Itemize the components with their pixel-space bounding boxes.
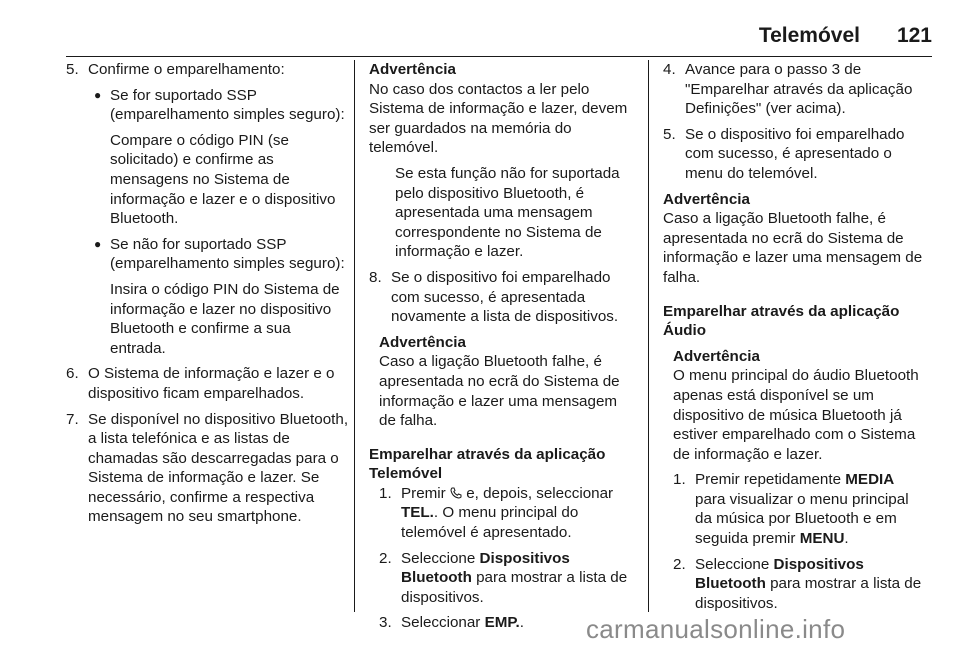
step-8: 8. Se o dispositivo foi emparelhado com sucesso, é apresentada novamente a lista de dispositivos. xyxy=(369,268,619,326)
bullet-icon: ● xyxy=(94,87,102,102)
page-header xyxy=(660,24,932,54)
note-title: Advertência xyxy=(379,333,466,351)
bullet-ssp: ● Se for suportado SSP (emparelhamento simples seguro): xyxy=(94,86,345,124)
header-rule xyxy=(66,56,932,57)
phone-step-2: 2. Seleccione Dispositivos Bluetooth para mostrar a lista de dispositivos. xyxy=(379,549,628,606)
note-contacts: Advertência No caso dos contactos a ler pelo Sistema de informação e lazer, devem ser guardados na memória do telemóvel. Se esta função não for suportada pelo dispositivo Bluetooth, é apresentada uma mensagem correspondente no Sistema de informação e lazer. xyxy=(369,60,633,262)
column-divider-2 xyxy=(648,60,649,612)
section-heading-audio: Emparelhar através da aplicação Áudio xyxy=(663,302,900,340)
bullet-ssp-detail: Compare o código PIN (se solicitado) e confirme as mensagens no Sistema de informação e lazer e o dispositivo Bluetooth. xyxy=(110,131,336,228)
phone-steps xyxy=(369,484,633,633)
column-3 xyxy=(663,60,928,613)
note-failure: Advertência Caso a ligação Bluetooth falhe, é apresentada no ecrã do Sistema de informação e lazer uma mensagem de falha. xyxy=(663,190,928,288)
audio-step-2: 2. Seleccione Dispositivos Bluetooth para mostrar a lista de dispositivos. xyxy=(673,555,922,612)
step-5: 5. Confirme o emparelhamento: xyxy=(66,61,285,78)
column-1 xyxy=(66,60,350,527)
step-4: 4. Avance para o passo 3 de "Emparelhar através da aplicação Definições" (ver acima). xyxy=(663,61,913,118)
page-title: Telemóvel xyxy=(758,24,860,47)
audio-steps xyxy=(663,470,928,613)
step-7: 7. Se disponível no dispositivo Bluetooth, a lista telefónica e as listas de chamadas são descarregadas para o Sistema de informação e lazer. Se necessário, confirme a respectiva mensagem no seu smartphone. xyxy=(66,410,349,526)
note-audio: Advertência O menu principal do áudio Bluetooth apenas está disponível se um dispositivo de música Bluetooth já estiver emparelhado com o Sistema de informação e lazer. xyxy=(663,347,928,465)
section-heading-phone: Emparelhar através da aplicação Telemóvel xyxy=(369,445,606,483)
note-failure: Advertência Caso a ligação Bluetooth falhe, é apresentada no ecrã do Sistema de informação e lazer uma mensagem de falha. xyxy=(369,333,633,431)
watermark: carmanualsonline.info xyxy=(586,614,846,644)
note-title: Advertência xyxy=(673,347,760,365)
audio-step-1: 1. Premir repetidamente MEDIA para visualizar o menu principal da música por Bluetooth e em seguida premir MENU. xyxy=(673,471,909,548)
bullet-icon: ● xyxy=(94,236,102,251)
step-6: 6. O Sistema de informação e lazer e o dispositivo ficam emparelhados. xyxy=(66,365,335,402)
phone-icon xyxy=(450,487,462,499)
phone-step-3: 3. Seleccionar EMP.. xyxy=(379,614,524,632)
phone-step-1: 1. Premir e, depois, seleccionar TEL.. O menu principal do telemóvel é apresentado. xyxy=(379,484,614,542)
page-number: 121 xyxy=(896,24,932,47)
note-title: Advertência xyxy=(369,61,456,78)
column-2 xyxy=(369,60,633,633)
note-title: Advertência xyxy=(663,190,750,208)
column-divider-1 xyxy=(354,60,355,612)
bullet-no-ssp-detail: Insira o código PIN do Sistema de informação e lazer no dispositivo Bluetooth e confirme a sua entrada. xyxy=(110,280,340,357)
bullet-no-ssp: ● Se não for suportado SSP (emparelhamento simples seguro): xyxy=(94,235,345,273)
step-5: 5. Se o dispositivo foi emparelhado com sucesso, é apresentado o menu do telemóvel. xyxy=(663,125,905,182)
